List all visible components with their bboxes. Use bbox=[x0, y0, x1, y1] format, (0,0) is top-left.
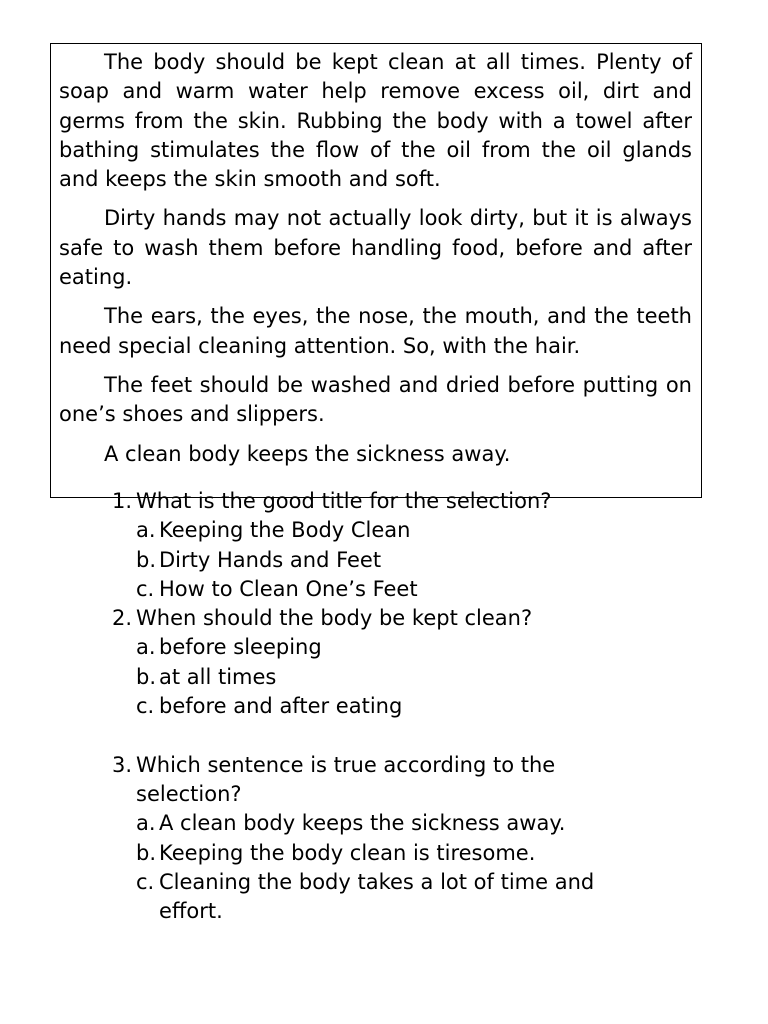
choice-letter: c. bbox=[136, 694, 155, 719]
choice-text: Dirty Hands and Feet bbox=[159, 547, 382, 572]
reading-passage-box bbox=[50, 43, 702, 498]
question-number: 3. bbox=[112, 752, 133, 777]
choice-letter: b. bbox=[136, 840, 157, 865]
question-number: 2. bbox=[112, 606, 133, 631]
choice-letter: b. bbox=[136, 547, 157, 572]
question-2 bbox=[0, 604, 646, 633]
question-text: Which sentence is true according to the selection? bbox=[136, 752, 556, 806]
passage-paragraph: A clean body keeps the sickness away. bbox=[104, 441, 511, 466]
choice-2c bbox=[0, 692, 649, 721]
choice-text: Cleaning the body takes a lot of time and effort. bbox=[159, 869, 595, 924]
choice-text: A clean body keeps the sickness away. bbox=[159, 811, 566, 836]
choice-text: Keeping the Body Clean bbox=[159, 518, 411, 543]
choice-text: before and after eating bbox=[159, 694, 403, 719]
question-text: What is the good title for the selection? bbox=[136, 489, 552, 513]
choice-text: before sleeping bbox=[159, 635, 322, 660]
passage-paragraph: Dirty hands may not actually look dirty, but it is always safe to wash them before handling food, before and after eating. bbox=[59, 206, 692, 290]
passage-paragraph: The feet should be washed and dried before putting on one’s shoes and slippers. bbox=[59, 372, 692, 427]
choice-letter: a. bbox=[136, 811, 156, 836]
choice-1c bbox=[0, 575, 649, 604]
passage-paragraph: The body should be kept clean at all times. Plenty of soap and warm water help remove excess oil, dirt and germs from the skin. Rubbing the body with a towel after bathing stimulates the flow of the oil from the oil glands and keeps the skin smooth and soft. bbox=[59, 50, 692, 192]
choice-letter: c. bbox=[136, 576, 155, 601]
choice-letter: c. bbox=[136, 869, 155, 894]
choice-3b bbox=[0, 839, 649, 868]
choice-3a bbox=[0, 809, 649, 838]
choice-text: How to Clean One’s Feet bbox=[159, 576, 418, 601]
choice-1a bbox=[0, 516, 649, 545]
choice-text: Keeping the body clean is tiresome. bbox=[159, 840, 536, 865]
question-text: When should the body be kept clean? bbox=[136, 606, 533, 631]
passage-paragraph: The ears, the eyes, the nose, the mouth, and the teeth need special cleaning attention. So, with the hair. bbox=[59, 304, 692, 358]
choice-2b bbox=[0, 663, 649, 692]
spacer bbox=[0, 721, 768, 750]
question-number: 1. bbox=[112, 489, 133, 513]
choice-text: at all times bbox=[159, 664, 277, 689]
choice-letter: a. bbox=[136, 635, 156, 660]
choice-3c bbox=[0, 868, 649, 927]
choice-1b bbox=[0, 546, 649, 575]
question-3 bbox=[0, 751, 646, 810]
choice-letter: b. bbox=[136, 664, 157, 689]
choice-2a bbox=[0, 633, 649, 662]
choice-letter: a. bbox=[136, 518, 156, 543]
question-1 bbox=[0, 487, 646, 516]
question-list bbox=[0, 487, 768, 926]
